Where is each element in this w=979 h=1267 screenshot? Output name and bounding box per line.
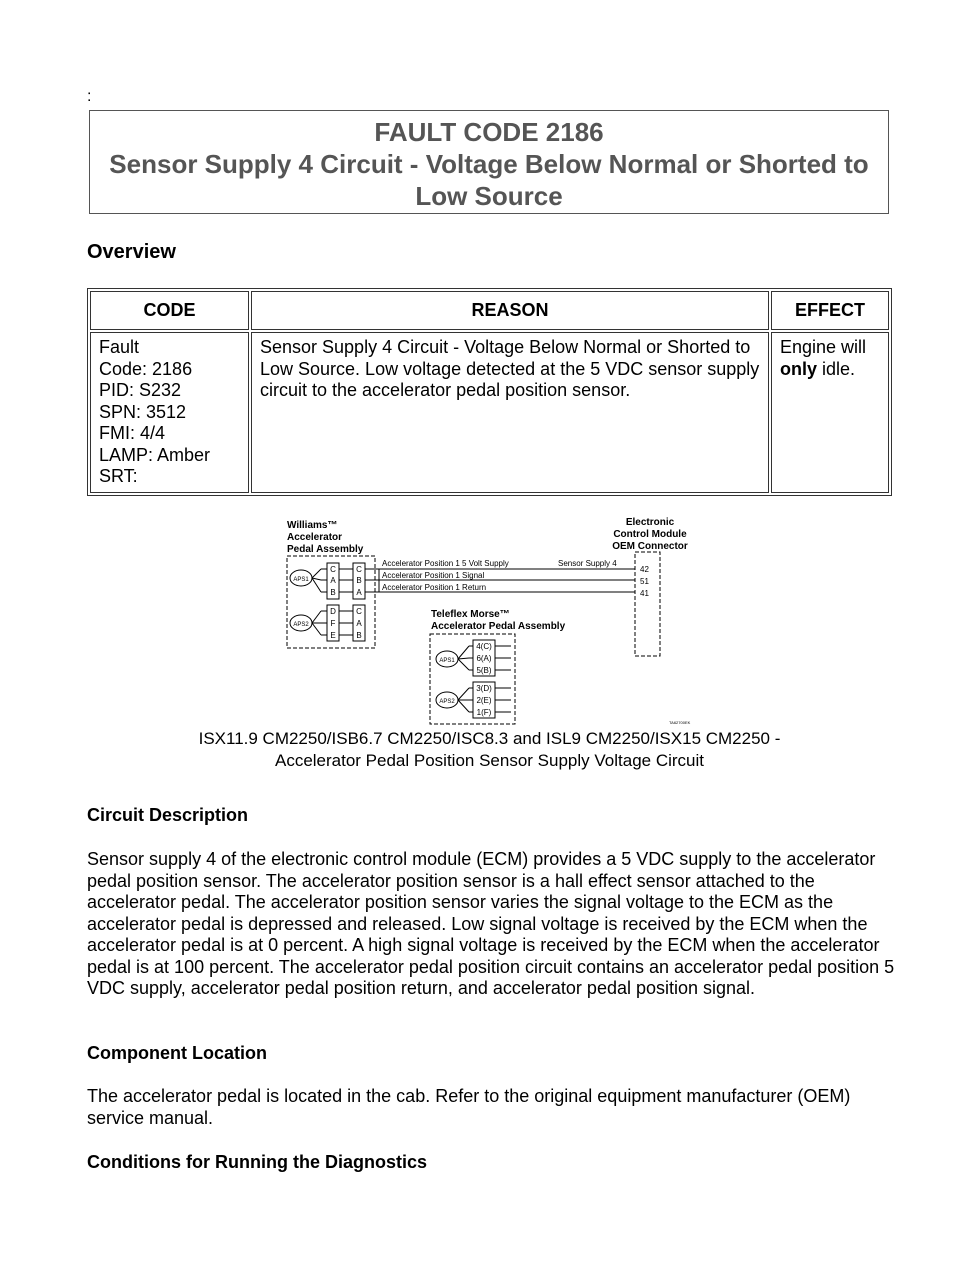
fault-code-table bbox=[87, 288, 892, 496]
wire-label-signal: Accelerator Position 1 Signal bbox=[382, 571, 485, 580]
figure-caption bbox=[87, 728, 892, 772]
williams-pin-b2: B bbox=[356, 576, 362, 585]
header-code: CODE bbox=[90, 291, 249, 330]
figure-caption-line1: ISX11.9 CM2250/ISB6.7 CM2250/ISC8.3 and ISL9 CM2250/ISX15 CM2250 - bbox=[198, 729, 781, 748]
teleflex-pin-2: 6(A) bbox=[476, 654, 492, 663]
williams-pin-b1: C bbox=[356, 565, 362, 574]
header-reason: REASON bbox=[251, 291, 769, 330]
williams-pin-b4: C bbox=[356, 607, 362, 616]
component-location-heading: Component Location bbox=[87, 1043, 267, 1063]
leading-colon: : bbox=[87, 88, 92, 105]
overview-heading: Overview bbox=[87, 241, 176, 263]
code-cell bbox=[90, 332, 249, 493]
code-line: SRT: bbox=[99, 466, 138, 486]
teleflex-pin-5: 2(E) bbox=[476, 696, 492, 705]
effect-text: Engine will bbox=[780, 337, 867, 357]
teleflex-pin-4: 3(D) bbox=[476, 684, 492, 693]
williams-title-1: Williams™ bbox=[287, 520, 338, 531]
ecm-title-1: Electronic bbox=[625, 517, 675, 528]
figure-caption-line2: Accelerator Pedal Position Sensor Supply Voltage Circuit bbox=[274, 751, 704, 770]
ecm-title-2: Control Module bbox=[613, 529, 687, 540]
williams-pin-a4: D bbox=[330, 607, 336, 616]
conditions-heading: Conditions for Running the Diagnostics bbox=[87, 1152, 427, 1172]
williams-pin-b3: A bbox=[356, 588, 362, 597]
code-line: PID: S232 bbox=[99, 380, 182, 400]
ecm-pin-41: 41 bbox=[640, 589, 649, 598]
williams-pin-b5: A bbox=[356, 619, 362, 628]
effect-cell bbox=[771, 332, 889, 493]
teleflex-pin-1: 4(C) bbox=[476, 642, 492, 651]
teleflex-aps2-label: APS2 bbox=[439, 699, 455, 705]
table-header-row bbox=[90, 291, 889, 330]
effect-text-end: idle. bbox=[817, 358, 856, 379]
williams-pin-a5: F bbox=[330, 619, 336, 628]
aps1-label: APS1 bbox=[293, 577, 309, 583]
sensor-supply-label: Sensor Supply 4 bbox=[558, 559, 617, 568]
code-line: SPN: 3512 bbox=[99, 401, 187, 422]
wire-label-supply: Accelerator Position 1 5 Volt Supply bbox=[382, 559, 509, 568]
code-line: FMI: 4/4 bbox=[99, 423, 166, 443]
wire-label-return: Accelerator Position 1 Return bbox=[382, 583, 487, 592]
circuit-description-body: Sensor supply 4 of the electronic control module (ECM) provides a 5 VDC supply to the accelerator pedal position sensor. The accelerator position sensor is a hall effect sensor attached to the accelerator pedal. The accelerator position sensor varies the signal voltage to the ECM as the accelerator pedal is depressed and released. Low signal voltage is received by the ECM when the accelerator pedal is at 0 percent. A high signal voltage is received by the ECM when the accelerator pedal is at 100 percent. The accelerator pedal position circuit contains an accelerator pedal position 5 VDC supply, accelerator pedal position return, and accelerator pedal position signal. bbox=[87, 849, 895, 998]
williams-pin-a1: C bbox=[330, 565, 336, 574]
williams-pin-b6: B bbox=[356, 631, 362, 640]
williams-title-2: Accelerator bbox=[287, 532, 343, 543]
teleflex-title-2: Accelerator Pedal Assembly bbox=[431, 621, 566, 632]
component-location-body: The accelerator pedal is located in the cab. Refer to the original equipment manufacturer (OEM) service manual. bbox=[87, 1086, 851, 1128]
teleflex-title-1: Teleflex Morse™ bbox=[431, 609, 510, 620]
teleflex-aps1-label: APS1 bbox=[439, 658, 455, 664]
ecm-pin-51: 51 bbox=[640, 577, 649, 586]
williams-pin-a3: B bbox=[330, 588, 336, 597]
aps2-label: APS2 bbox=[293, 622, 309, 628]
wiring-diagram-svg bbox=[283, 512, 703, 730]
header-effect: EFFECT bbox=[771, 291, 889, 330]
reason-cell: Sensor Supply 4 Circuit - Voltage Below Normal or Shorted to Low Source. Low voltage detected at the 5 VDC sensor supply circuit to the accelerator pedal position sensor. bbox=[251, 332, 769, 493]
code-line: Fault bbox=[99, 337, 140, 357]
teleflex-pin-6: 1(F) bbox=[476, 708, 492, 717]
title-box bbox=[89, 110, 889, 214]
circuit-description-heading: Circuit Description bbox=[87, 805, 249, 825]
fault-code-subtitle: Sensor Supply 4 Circuit - Voltage Below Normal or Shorted to Low Source bbox=[109, 149, 869, 211]
code-line: Code: 2186 bbox=[99, 358, 193, 379]
williams-pin-a6: E bbox=[330, 631, 336, 640]
table-row bbox=[90, 332, 889, 493]
williams-pin-a2: A bbox=[330, 576, 336, 585]
effect-bold-text: only bbox=[780, 358, 818, 379]
ecm-title-3: OEM Connector bbox=[612, 541, 688, 552]
ecm-pin-42: 42 bbox=[640, 565, 649, 574]
figure-id: TA62700EK bbox=[669, 720, 691, 725]
fault-code-title: FAULT CODE 2186 bbox=[374, 117, 604, 147]
code-line: LAMP: Amber bbox=[99, 444, 211, 465]
wiring-diagram bbox=[283, 512, 703, 730]
williams-title-3: Pedal Assembly bbox=[287, 544, 364, 555]
teleflex-pin-3: 5(B) bbox=[476, 666, 492, 675]
